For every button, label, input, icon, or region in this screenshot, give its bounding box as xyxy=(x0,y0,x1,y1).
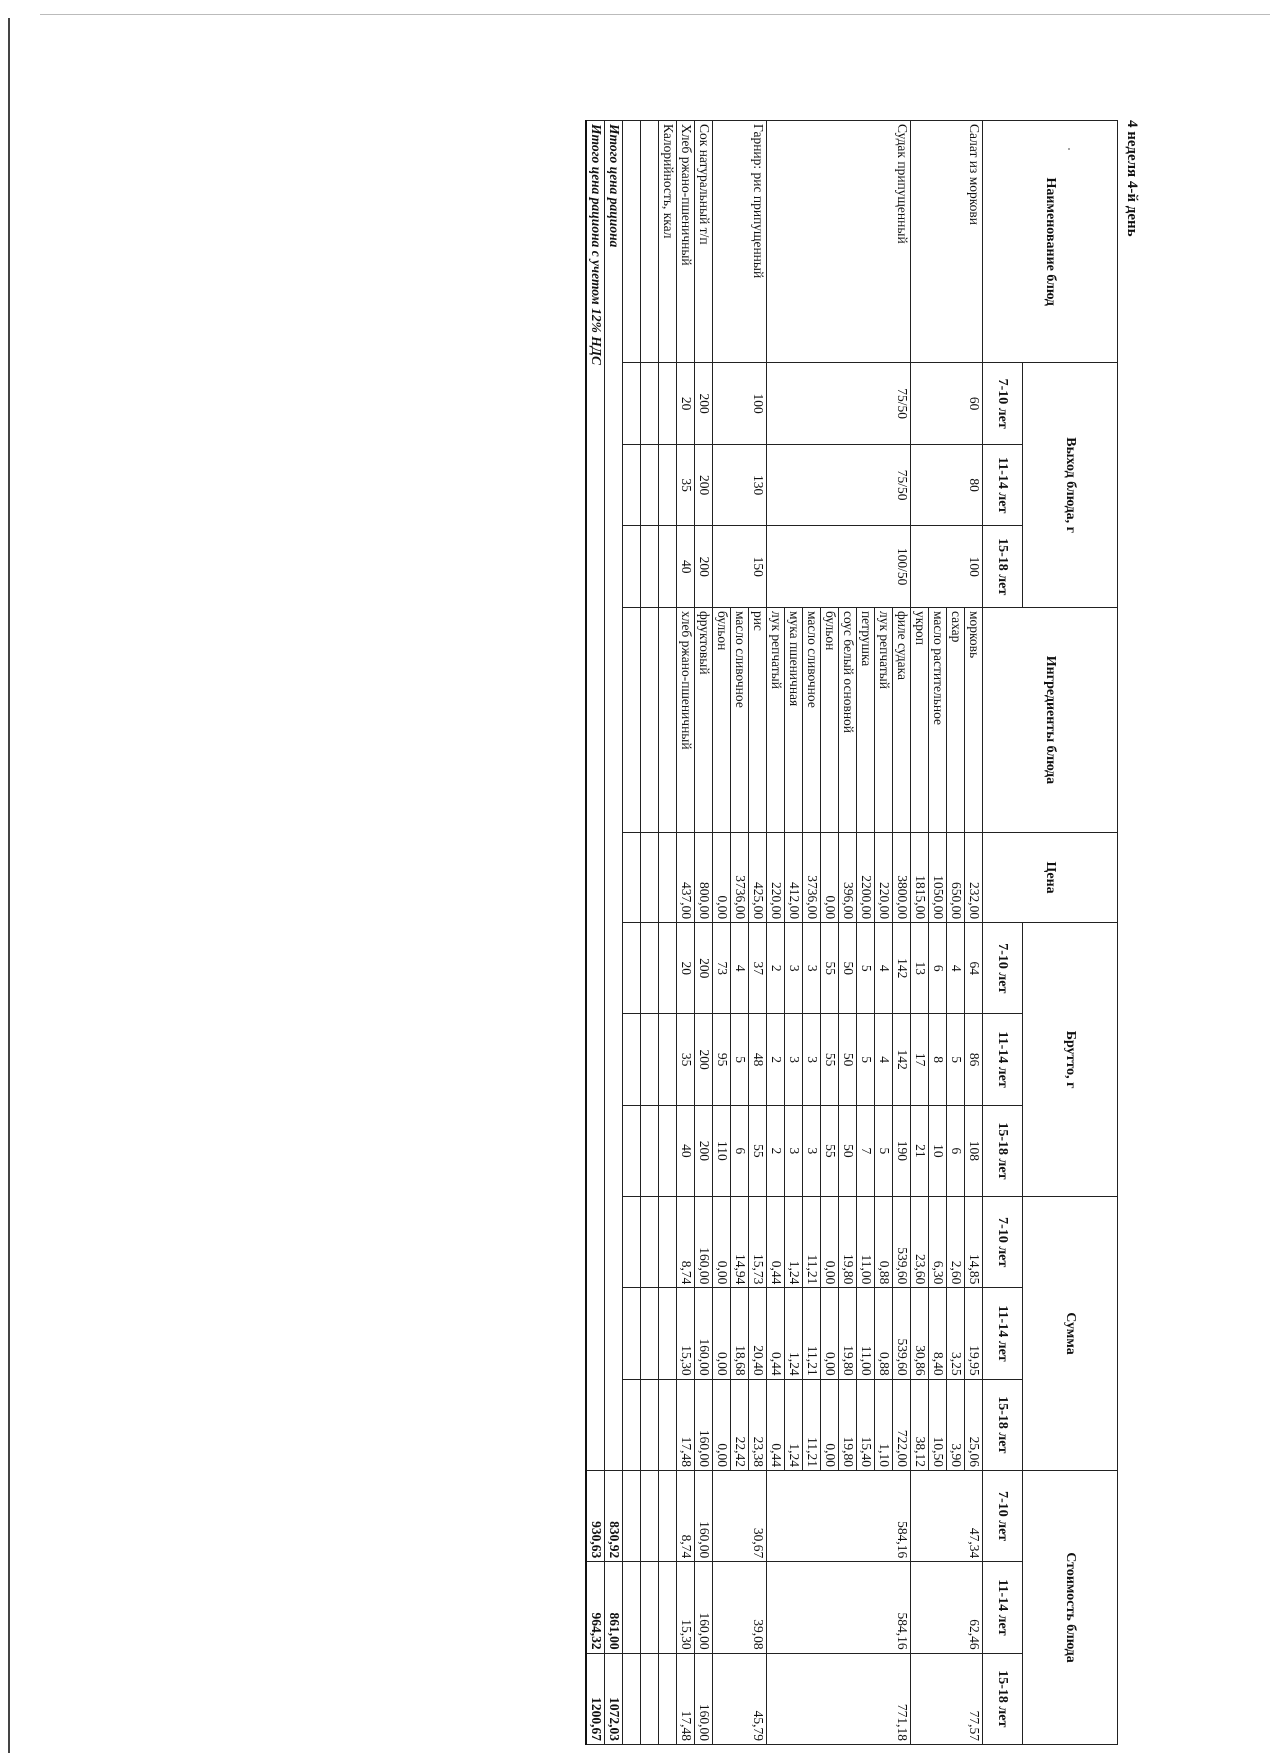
empty-cell xyxy=(659,363,677,445)
ingredient-gross: 55 xyxy=(821,1014,839,1105)
ingredient-sum: 38,12 xyxy=(911,1379,929,1470)
table-row xyxy=(749,121,767,1745)
ingredient-sum: 8,74 xyxy=(677,1197,695,1288)
ingredient-gross: 13 xyxy=(911,923,929,1014)
empty-cell xyxy=(641,1562,659,1653)
dish-cost: 47,34 xyxy=(911,1470,983,1561)
header-cost: Стоимость блюда xyxy=(1023,1470,1118,1744)
ingredient-sum: 0,00 xyxy=(713,1379,731,1470)
total-label: Итого цена рациона xyxy=(605,121,623,1471)
ingredient-sum: 722,00 xyxy=(893,1379,911,1470)
empty-cell xyxy=(641,1379,659,1470)
ingredient-gross: 8 xyxy=(929,1014,947,1105)
ingredient-sum: 1,10 xyxy=(875,1379,893,1470)
empty-cell xyxy=(623,444,641,526)
dish-cost: 584,16 xyxy=(767,1470,911,1561)
ingredient-gross: 4 xyxy=(875,1014,893,1105)
empty-cell xyxy=(659,607,677,832)
empty-cell xyxy=(641,526,659,608)
table-row xyxy=(965,121,983,1745)
empty-cell xyxy=(659,1562,677,1653)
ingredient-name: бульон xyxy=(821,607,839,832)
ingredient-gross: 6 xyxy=(731,1105,749,1196)
ingredient-price: 800,00 xyxy=(695,832,713,922)
ingredient-sum: 14,85 xyxy=(965,1197,983,1288)
ingredient-gross: 95 xyxy=(713,1014,731,1105)
ingredient-name: соус белый основной xyxy=(839,607,857,832)
dish-cost: 8,74 xyxy=(677,1470,695,1561)
ingredient-price: 0,00 xyxy=(713,832,731,922)
dish-yield: 200 xyxy=(695,363,713,445)
empty-cell xyxy=(641,1288,659,1379)
empty-cell xyxy=(623,526,641,608)
header-price: Цена xyxy=(983,832,1118,922)
ingredient-sum: 11,21 xyxy=(803,1288,821,1379)
empty-cell xyxy=(641,923,659,1014)
header-ingredients: Ингредиенты блюда xyxy=(983,607,1118,832)
ingredient-sum: 0,00 xyxy=(821,1288,839,1379)
ingredient-sum: 19,80 xyxy=(839,1288,857,1379)
dish-name: Судак припущенный xyxy=(767,121,911,363)
ingredient-sum: 0,44 xyxy=(767,1379,785,1470)
ingredient-gross: 5 xyxy=(731,1014,749,1105)
dish-yield: 200 xyxy=(695,444,713,526)
ingredient-sum: 160,00 xyxy=(695,1288,713,1379)
ingredient-sum: 0,88 xyxy=(875,1197,893,1288)
ingredient-gross: 21 xyxy=(911,1105,929,1196)
ingredient-gross: 50 xyxy=(839,923,857,1014)
ingredient-sum: 0,44 xyxy=(767,1197,785,1288)
empty-cell xyxy=(623,1014,641,1105)
ingredient-name: петрушка xyxy=(857,607,875,832)
ingredient-gross: 7 xyxy=(857,1105,875,1196)
ingredient-name: масло сливочное xyxy=(731,607,749,832)
ingredient-gross: 142 xyxy=(893,923,911,1014)
ingredient-gross: 35 xyxy=(677,1014,695,1105)
ingredient-gross: 3 xyxy=(803,923,821,1014)
empty-cell xyxy=(641,444,659,526)
ingredient-name: масло растительное xyxy=(929,607,947,832)
ingredient-gross: 50 xyxy=(839,1014,857,1105)
ingredient-gross: 5 xyxy=(857,1014,875,1105)
ingredient-gross: 4 xyxy=(875,923,893,1014)
empty-cell xyxy=(641,363,659,445)
ingredient-gross: 3 xyxy=(785,1014,803,1105)
ingredient-sum: 0,00 xyxy=(713,1197,731,1288)
ingredient-gross: 40 xyxy=(677,1105,695,1196)
ingredient-gross: 142 xyxy=(893,1014,911,1105)
ingredient-name: рис xyxy=(749,607,767,832)
ingredient-sum: 23,60 xyxy=(911,1197,929,1288)
ingredient-gross: 200 xyxy=(695,1105,713,1196)
dish-yield: 200 xyxy=(695,526,713,608)
ingredient-price: 437,00 xyxy=(677,832,695,922)
dish-cost: 62,46 xyxy=(911,1562,983,1653)
ingredient-gross: 200 xyxy=(695,1014,713,1105)
dish-yield: 60 xyxy=(911,363,983,445)
table-row xyxy=(893,121,911,1745)
total-value: 1072,03 xyxy=(605,1653,623,1744)
ingredient-sum: 18,68 xyxy=(731,1288,749,1379)
ingredient-sum: 6,30 xyxy=(929,1197,947,1288)
ingredient-name: укроп xyxy=(911,607,929,832)
empty-cell xyxy=(641,121,659,363)
ingredient-gross: 6 xyxy=(947,1105,965,1196)
ingredient-name: фруктовый xyxy=(695,607,713,832)
ingredient-sum: 11,00 xyxy=(857,1288,875,1379)
empty-cell xyxy=(623,1197,641,1288)
ingredient-sum: 20,40 xyxy=(749,1288,767,1379)
dish-yield: 130 xyxy=(713,444,767,526)
ingredient-sum: 1,24 xyxy=(785,1288,803,1379)
blank-row xyxy=(623,121,641,1745)
menu-table xyxy=(585,120,1118,1745)
ingredient-gross: 3 xyxy=(785,923,803,1014)
ingredient-sum: 0,00 xyxy=(821,1379,839,1470)
dish-name: Сок натуральный т/п xyxy=(695,121,713,363)
ingredient-sum: 1,24 xyxy=(785,1197,803,1288)
ingredient-sum: 0,00 xyxy=(713,1288,731,1379)
dish-cost: 160,00 xyxy=(695,1470,713,1561)
ingredient-name: лук репчатый xyxy=(875,607,893,832)
dish-cost: 15,30 xyxy=(677,1562,695,1653)
ingredient-price: 3736,00 xyxy=(731,832,749,922)
ingredient-gross: 37 xyxy=(749,923,767,1014)
ingredient-gross: 20 xyxy=(677,923,695,1014)
empty-cell xyxy=(623,1562,641,1653)
ingredient-name: лук репчатый xyxy=(767,607,785,832)
ingredient-sum: 23,38 xyxy=(749,1379,767,1470)
dish-name: Гарнир: рис припущенный xyxy=(713,121,767,363)
empty-cell xyxy=(659,1379,677,1470)
dish-yield: 150 xyxy=(713,526,767,608)
empty-cell xyxy=(659,1014,677,1105)
ingredient-gross: 3 xyxy=(803,1105,821,1196)
empty-cell xyxy=(641,1197,659,1288)
ingredient-sum: 539,60 xyxy=(893,1197,911,1288)
empty-cell xyxy=(623,923,641,1014)
dish-cost: 160,00 xyxy=(695,1653,713,1744)
ingredient-gross: 2 xyxy=(767,1105,785,1196)
ingredient-gross: 2 xyxy=(767,1014,785,1105)
ingredient-name: масло сливочное xyxy=(803,607,821,832)
dish-cost: 584,16 xyxy=(767,1562,911,1653)
ingredient-sum: 11,21 xyxy=(803,1379,821,1470)
ingredient-sum: 22,42 xyxy=(731,1379,749,1470)
dish-yield: 35 xyxy=(677,444,695,526)
empty-cell xyxy=(623,1379,641,1470)
dish-yield: 40 xyxy=(677,526,695,608)
ingredient-sum: 3,90 xyxy=(947,1379,965,1470)
empty-cell xyxy=(623,607,641,832)
calories-row xyxy=(659,121,677,1745)
table-row xyxy=(677,121,695,1745)
dish-cost: 45,79 xyxy=(713,1653,767,1744)
ingredient-price: 220,00 xyxy=(875,832,893,922)
header-age: 7-10 лет xyxy=(983,1470,1023,1561)
ingredient-gross: 4 xyxy=(947,923,965,1014)
total-vat-value: 930,63 xyxy=(586,1470,605,1561)
total-vat-row xyxy=(586,121,605,1745)
header-age: 15-18 лет xyxy=(983,1379,1023,1470)
empty-cell xyxy=(623,121,641,363)
ingredient-sum: 19,80 xyxy=(839,1197,857,1288)
ingredient-gross: 50 xyxy=(839,1105,857,1196)
ingredient-gross: 55 xyxy=(821,1105,839,1196)
table-row xyxy=(695,121,713,1745)
ingredient-gross: 10 xyxy=(929,1105,947,1196)
empty-cell xyxy=(659,444,677,526)
ingredient-sum: 19,80 xyxy=(839,1379,857,1470)
header-yield: Выход блюда, г xyxy=(1023,363,1118,608)
ingredient-price: 650,00 xyxy=(947,832,965,922)
empty-cell xyxy=(641,832,659,922)
ingredient-sum: 1,24 xyxy=(785,1379,803,1470)
total-vat-value: 1200,67 xyxy=(586,1653,605,1744)
ingredient-price: 1815,00 xyxy=(911,832,929,922)
empty-cell xyxy=(659,1288,677,1379)
ingredient-sum: 160,00 xyxy=(695,1197,713,1288)
ingredient-sum: 3,25 xyxy=(947,1288,965,1379)
ingredient-gross: 64 xyxy=(965,923,983,1014)
calories-label: Калорийность, ккал xyxy=(659,121,677,363)
ingredient-price: 3800,00 xyxy=(893,832,911,922)
ingredient-sum: 14,94 xyxy=(731,1197,749,1288)
header-age: 15-18 лет xyxy=(983,1653,1023,1744)
ingredient-sum: 10,50 xyxy=(929,1379,947,1470)
ingredient-price: 232,00 xyxy=(965,832,983,922)
header-age: 11-14 лет xyxy=(983,1014,1023,1105)
empty-cell xyxy=(623,1653,641,1744)
ingredient-sum: 19,95 xyxy=(965,1288,983,1379)
dish-yield: 20 xyxy=(677,363,695,445)
empty-cell xyxy=(623,1288,641,1379)
ingredient-name: сахар xyxy=(947,607,965,832)
empty-cell xyxy=(641,1470,659,1561)
dish-yield: 75/50 xyxy=(767,444,911,526)
ingredient-sum: 160,00 xyxy=(695,1379,713,1470)
ingredient-price: 1050,00 xyxy=(929,832,947,922)
ingredient-gross: 5 xyxy=(875,1105,893,1196)
blank-row xyxy=(641,121,659,1745)
table-header xyxy=(983,121,1118,1745)
ingredient-sum: 8,40 xyxy=(929,1288,947,1379)
document-title: 4 неделя 4-й день xyxy=(1124,120,1140,237)
ingredient-sum: 2,60 xyxy=(947,1197,965,1288)
dish-cost: 771,18 xyxy=(767,1653,911,1744)
ingredient-sum: 0,44 xyxy=(767,1288,785,1379)
empty-cell xyxy=(659,832,677,922)
ingredient-sum: 17,48 xyxy=(677,1379,695,1470)
total-value: 861,00 xyxy=(605,1562,623,1653)
ingredient-gross: 17 xyxy=(911,1014,929,1105)
ingredient-sum: 0,00 xyxy=(821,1197,839,1288)
dish-name: Салат из моркови xyxy=(911,121,983,363)
ingredient-sum: 11,00 xyxy=(857,1197,875,1288)
dish-cost: 30,67 xyxy=(713,1470,767,1561)
ingredient-gross: 73 xyxy=(713,923,731,1014)
ingredient-gross: 2 xyxy=(767,923,785,1014)
empty-cell xyxy=(641,1014,659,1105)
dish-yield: 100 xyxy=(911,526,983,608)
ingredient-sum: 25,06 xyxy=(965,1379,983,1470)
ingredient-sum: 15,40 xyxy=(857,1379,875,1470)
binding-margin-line xyxy=(8,18,10,1753)
header-age: 15-18 лет xyxy=(983,1105,1023,1196)
ingredient-gross: 86 xyxy=(965,1014,983,1105)
empty-cell xyxy=(659,923,677,1014)
empty-cell xyxy=(641,607,659,832)
empty-cell xyxy=(623,363,641,445)
dish-yield: 100 xyxy=(713,363,767,445)
empty-cell xyxy=(659,1197,677,1288)
ingredient-gross: 5 xyxy=(857,923,875,1014)
dish-cost: 77,57 xyxy=(911,1653,983,1744)
ingredient-name: бульон xyxy=(713,607,731,832)
header-age: 7-10 лет xyxy=(983,363,1023,445)
header-gross: Брутто, г xyxy=(1023,923,1118,1197)
dish-cost: 160,00 xyxy=(695,1562,713,1653)
ingredient-gross: 200 xyxy=(695,923,713,1014)
ingredient-sum: 539,60 xyxy=(893,1288,911,1379)
empty-cell xyxy=(641,1105,659,1196)
empty-cell xyxy=(623,1470,641,1561)
ingredient-gross: 3 xyxy=(803,1014,821,1105)
ingredient-gross: 4 xyxy=(731,923,749,1014)
ingredient-gross: 5 xyxy=(947,1014,965,1105)
page-top-rule xyxy=(40,14,1270,15)
header-age: 11-14 лет xyxy=(983,444,1023,526)
total-value: 830,92 xyxy=(605,1470,623,1561)
empty-cell xyxy=(659,1105,677,1196)
ingredient-price: 0,00 xyxy=(821,832,839,922)
empty-cell xyxy=(623,1105,641,1196)
ingredient-price: 396,00 xyxy=(839,832,857,922)
ingredient-gross: 55 xyxy=(821,923,839,1014)
total-row xyxy=(605,121,623,1745)
header-dish-name: Наименование блюд xyxy=(983,121,1118,363)
total-vat-label: Итого цена рациона с учетом 12% НДС xyxy=(586,121,605,1471)
header-age: 15-18 лет xyxy=(983,526,1023,608)
ingredient-price: 2200,00 xyxy=(857,832,875,922)
ingredient-price: 412,00 xyxy=(785,832,803,922)
ingredient-gross: 6 xyxy=(929,923,947,1014)
dish-cost: 39,08 xyxy=(713,1562,767,1653)
ingredient-name: хлеб ржано-пшеничный xyxy=(677,607,695,832)
empty-cell xyxy=(641,1653,659,1744)
empty-cell xyxy=(659,526,677,608)
header-sum: Сумма xyxy=(1023,1197,1118,1471)
ingredient-name: морковь xyxy=(965,607,983,832)
ingredient-gross: 48 xyxy=(749,1014,767,1105)
rotated-page xyxy=(65,120,1140,1745)
dish-yield: 75/50 xyxy=(767,363,911,445)
total-vat-value: 964,32 xyxy=(586,1562,605,1653)
header-age: 7-10 лет xyxy=(983,1197,1023,1288)
header-age: 7-10 лет xyxy=(983,923,1023,1014)
ingredient-gross: 55 xyxy=(749,1105,767,1196)
ingredient-price: 3736,00 xyxy=(803,832,821,922)
dish-name: Хлеб ржано-пшеничный xyxy=(677,121,695,363)
ingredient-gross: 110 xyxy=(713,1105,731,1196)
ingredient-sum: 15,30 xyxy=(677,1288,695,1379)
empty-cell xyxy=(623,832,641,922)
ingredient-gross: 190 xyxy=(893,1105,911,1196)
ingredient-name: мука пшеничная xyxy=(785,607,803,832)
ingredient-sum: 30,86 xyxy=(911,1288,929,1379)
ingredient-name: филе судака xyxy=(893,607,911,832)
dish-yield: 100/50 xyxy=(767,526,911,608)
ingredient-sum: 15,73 xyxy=(749,1197,767,1288)
ingredient-price: 220,00 xyxy=(767,832,785,922)
empty-cell xyxy=(659,1653,677,1744)
dish-cost: 17,48 xyxy=(677,1653,695,1744)
ingredient-price: 425,00 xyxy=(749,832,767,922)
table-body xyxy=(586,121,983,1745)
empty-cell xyxy=(659,1470,677,1561)
header-age: 11-14 лет xyxy=(983,1288,1023,1379)
ingredient-gross: 108 xyxy=(965,1105,983,1196)
ingredient-sum: 11,21 xyxy=(803,1197,821,1288)
dish-yield: 80 xyxy=(911,444,983,526)
ingredient-gross: 3 xyxy=(785,1105,803,1196)
ingredient-sum: 0,88 xyxy=(875,1288,893,1379)
header-age: 11-14 лет xyxy=(983,1562,1023,1653)
